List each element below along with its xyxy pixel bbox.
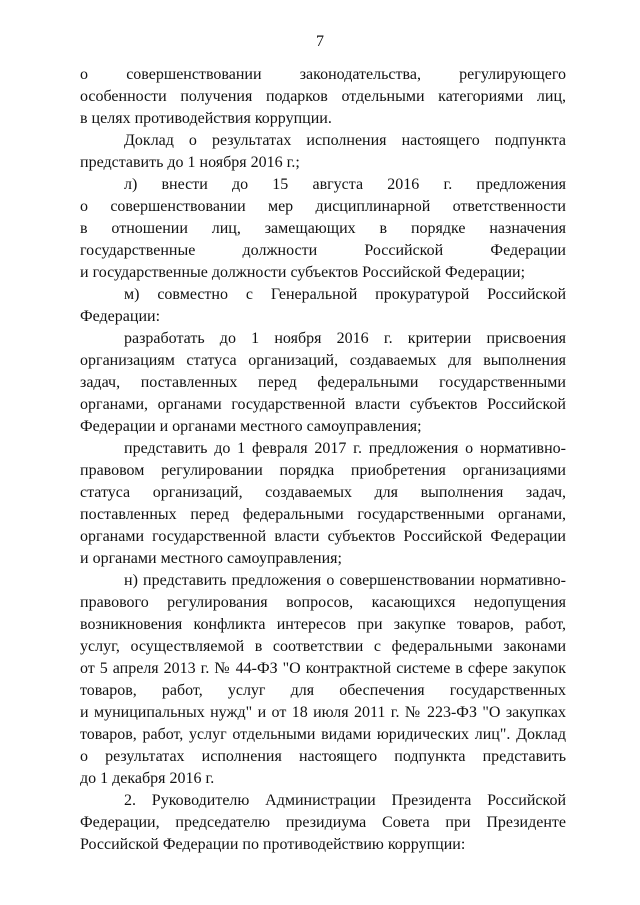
text-line: и органами местного самоуправления; <box>80 550 342 567</box>
text-line: и муниципальных нужд" и от 18 июля 2011 г. № 223-ФЗ "О закупках <box>80 704 566 721</box>
page-number: 7 <box>316 33 324 50</box>
text-line: 2. Руководителю Администрации Президента Российской <box>124 792 566 809</box>
text-line: представить до 1 ноября 2016 г.; <box>80 154 300 171</box>
text-line: товаров, работ, услуг отдельными видами юридических лиц". Доклад <box>80 726 566 743</box>
text-line: правового регулирования вопросов, касающихся недопущения <box>80 594 566 611</box>
text-line: н) представить предложения о совершенствовании нормативно- <box>124 572 566 589</box>
text-line: государственные должности Российской Федерации <box>80 242 566 259</box>
text-line: о совершенствовании законодательства, регулирующего <box>80 66 566 83</box>
text-line: представить до 1 февраля 2017 г. предложения о нормативно- <box>124 440 566 457</box>
text-line: разработать до 1 ноября 2016 г. критерии присвоения <box>124 330 566 347</box>
text-line: органами государственной власти субъектов Российской Федерации <box>80 528 566 545</box>
text-line: особенности получения подарков отдельными категориями лиц, <box>80 88 566 105</box>
text-line: Федерации, председателю президиума Совета при Президенте <box>80 814 566 831</box>
text-line: л) внести до 15 августа 2016 г. предложения <box>124 176 566 193</box>
text-line: Федерации: <box>80 308 161 325</box>
text-line: услуг, осуществляемой в соответствии с федеральными законами <box>80 638 566 655</box>
text-line: товаров, работ, услуг для обеспечения государственных <box>80 682 566 699</box>
text-line: возникновения конфликта интересов при закупке товаров, работ, <box>80 616 566 633</box>
text-line: м) совместно с Генеральной прокуратурой Российской <box>124 286 566 303</box>
text-line: организациям статуса организаций, создаваемых для выполнения <box>80 352 566 369</box>
text-line: правовом регулировании порядка приобретения организациями <box>80 462 566 479</box>
text-line: о результатах исполнения настоящего подпункта представить <box>80 748 566 765</box>
text-line: Российской Федерации по противодействию коррупции: <box>80 836 466 853</box>
document-body <box>80 64 566 856</box>
text-line: поставленных перед федеральными государственными органами, <box>80 506 566 523</box>
text-line: от 5 апреля 2013 г. № 44-ФЗ "О контрактной системе в сфере закупок <box>80 660 566 677</box>
text-line: статуса организаций, создаваемых для выполнения задач, <box>80 484 566 501</box>
text-line: Доклад о результатах исполнения настоящего подпункта <box>124 132 566 149</box>
text-line: о совершенствовании мер дисциплинарной ответственности <box>80 198 566 215</box>
text-line: Федерации и органами местного самоуправления; <box>80 418 422 435</box>
text-line: в целях противодействия коррупции. <box>80 110 332 127</box>
text-line: задач, поставленных перед федеральными государственными <box>80 374 566 391</box>
text-line: в отношении лиц, замещающих в порядке назначения <box>80 220 566 237</box>
text-line: и государственные должности субъектов Российской Федерации; <box>80 264 526 281</box>
text-line: органами, органами государственной власти субъектов Российской <box>80 396 566 413</box>
text-line: до 1 декабря 2016 г. <box>80 770 215 787</box>
